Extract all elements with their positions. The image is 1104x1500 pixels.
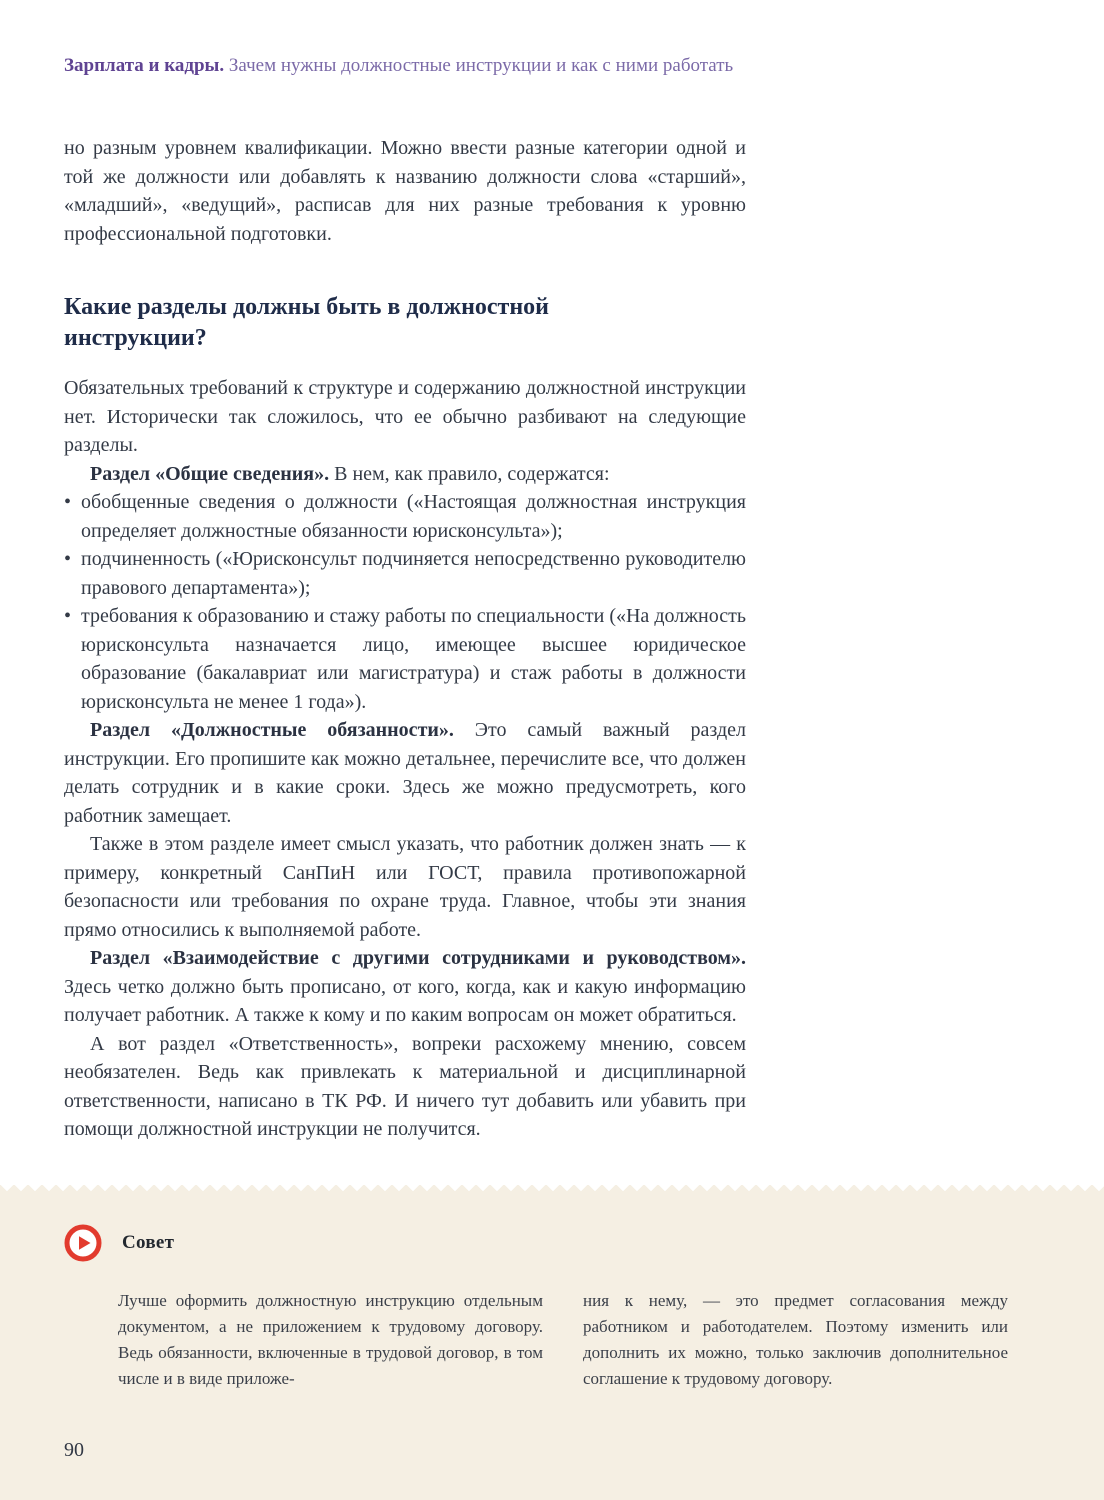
tip-column-left: Лучше оформить должностную инструкцию отдельным документом, а не приложением к трудовому договору. Ведь обязанности, включенные в трудовой договор, в том числе и в виде приложе- [118,1291,543,1388]
bullet-text: требования к образованию и стажу работы по специальности («На должность юрисконсульта назначается лицо, имеющее высшее юридическое образование (бакалавриат или магистратура) и стаж работы в должности юрисконсульта не менее 1 года»). [81,605,746,713]
bullet-item [64,545,746,602]
paragraph-rest-duties: Это самый важный раздел инструкции. Его пропишите как можно детальнее, перечислите все, что должен делать сотрудник и в какие сроки. Здесь же можно предусмотреть, кого работник замещает. [64,719,746,827]
paragraph-responsibility: А вот раздел «Ответственность», вопреки расхожему мнению, совсем необязателен. Ведь как привлекать к материальной и дисциплинарной ответственности, написано в ТК РФ. И ничего тут добавить или убавить при помощи должностной инструкции не получится. [64,1032,746,1140]
tip-column-right: ния к нему, — это предмет согласования между работником и работодателем. Поэтому изменить или дополнить их можно, только заключив дополнительное соглашение к трудовому договору. [583,1291,1008,1388]
paragraph-structure: Обязательных требований к структуре и содержанию должностной инструкции нет. Исторически так сложилось, что ее обычно разбивают на следующие разделы. [64,377,746,456]
bullet-list [64,488,746,716]
paragraph-general-info [64,460,746,489]
paragraph-interaction [64,944,746,1030]
page-header [64,54,1040,79]
bullet-text: подчиненность («Юрисконсульт подчиняется непосредственно руководителю правового департамента»); [81,548,746,599]
paragraph-rest-interaction: Здесь четко должно быть прописано, от кого, когда, как и какую информацию получает работник. А также к кому и по каким вопросам он может обратиться. [64,975,746,1026]
page-number: 90 [64,1439,84,1461]
article-body [64,134,746,1144]
bullet-item [64,488,746,545]
header-subtitle: Зачем нужны должностные инструкции и как с ними работать [228,55,734,76]
section-heading: Какие разделы должны быть в должностной инструкции? [64,294,550,351]
header-brand: Зарплата и кадры. [64,55,225,76]
paragraph-rest-general-info: В нем, как правило, содержатся: [334,462,610,485]
paragraph-knowledge: Также в этом разделе имеет смысл указать, что работник должен знать — к примеру, конкретный СанПиН или ГОСТ, правила противопожарной безопасности или требования по охране труда. Главное, чтобы эти знания прямо относились к выполняемой работе. [64,833,746,941]
paragraph-lead-interaction: Раздел «Взаимодействие с другими сотрудниками и руководством». [90,947,746,969]
paragraph-intro: но разным уровнем квалификации. Можно ввести разные категории одной и той же должности или добавлять к названию должности слова «старший», «младший», «ведущий», расписав для них разные требования к уровню профессиональной подготовки. [64,137,746,245]
tip-title: Совет [122,1232,175,1253]
paragraph-lead-duties: Раздел «Должностные обязанности». [90,719,454,741]
tip-box [0,1194,1104,1500]
paragraph-lead-general-info: Раздел «Общие сведения». [90,462,330,485]
bullet-text: обобщенные сведения о должности («Настоящая должностная инструкция определяет должностные обязанности юрисконсульта»); [81,491,746,542]
tip-columns [118,1288,1008,1392]
bullet-item [64,602,746,716]
tip-header [64,1224,1104,1262]
paragraph-duties [64,716,746,830]
play-icon [64,1224,102,1262]
